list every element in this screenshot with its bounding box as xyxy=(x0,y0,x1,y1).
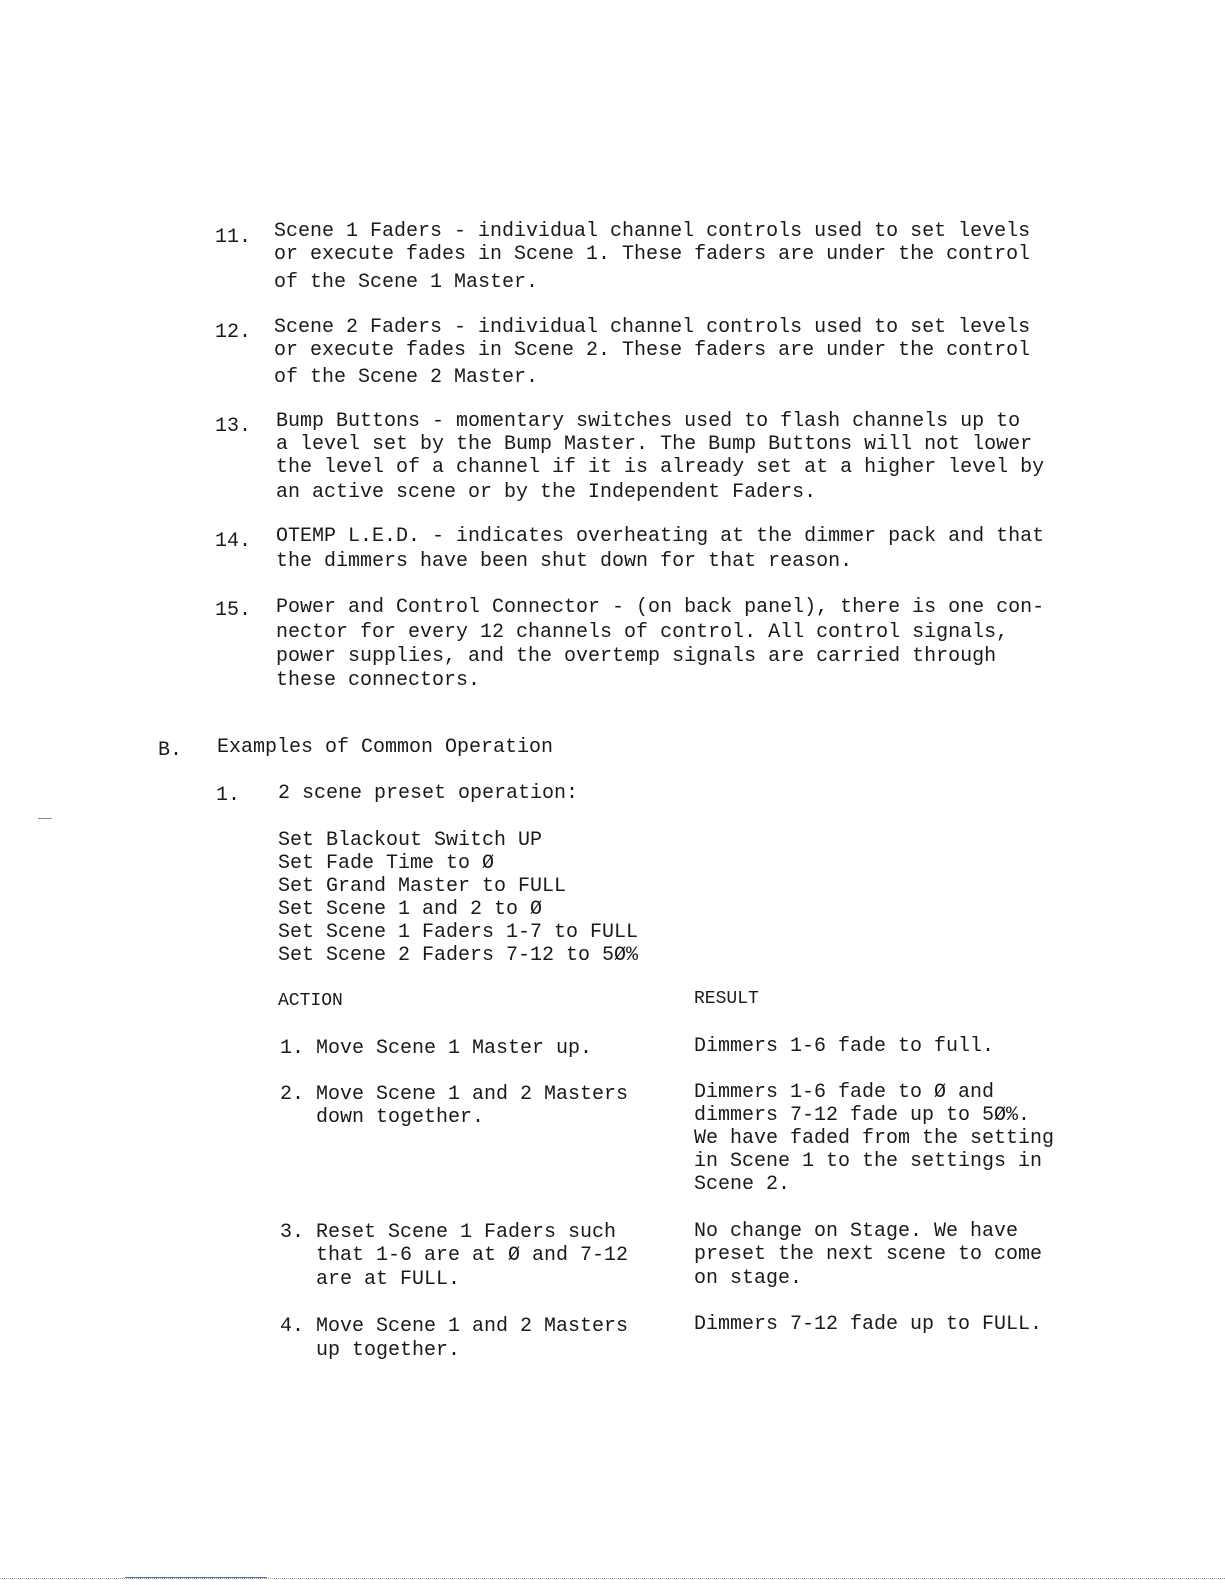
setup-line: Set Grand Master to FULL xyxy=(278,875,567,898)
section-letter: B. xyxy=(158,739,183,762)
item-line: of the Scene 1 Master. xyxy=(274,271,539,294)
item-line: the level of a channel if it is already set at a higher level by xyxy=(276,456,1045,479)
item-number: 15. xyxy=(215,599,252,622)
item-line: a level set by the Bump Master. The Bump Buttons will not lower xyxy=(276,433,1033,456)
setup-line: Set Blackout Switch UP xyxy=(278,829,543,852)
result-line: dimmers 7-12 fade up to 5Ø%. xyxy=(694,1104,1031,1127)
item-line: Power and Control Connector - (on back panel), there is one con- xyxy=(276,596,1045,619)
setup-line: Set Scene 1 and 2 to Ø xyxy=(278,898,543,921)
item-number: 11. xyxy=(215,226,252,249)
item-line: nector for every 12 channels of control. All control signals, xyxy=(276,621,1009,644)
item-line: an active scene or by the Independent Faders. xyxy=(276,481,817,504)
result-line: Dimmers 1-6 fade to Ø and xyxy=(694,1081,995,1104)
action-line: 3. Reset Scene 1 Faders such xyxy=(280,1221,617,1244)
action-header: ACTION xyxy=(278,991,343,1011)
item-number: 14. xyxy=(215,530,252,553)
item-line: power supplies, and the overtemp signals are carried through xyxy=(276,645,997,668)
setup-line: Set Scene 2 Faders 7-12 to 5Ø% xyxy=(278,944,639,967)
action-line: up together. xyxy=(280,1339,461,1362)
result-line: in Scene 1 to the settings in xyxy=(694,1150,1043,1173)
action-line: 1. Move Scene 1 Master up. xyxy=(280,1037,593,1060)
item-number: 13. xyxy=(215,415,252,438)
item-line: or execute fades in Scene 2. These faders are under the control xyxy=(274,339,1031,362)
setup-line: Set Scene 1 Faders 1-7 to FULL xyxy=(278,921,639,944)
item-line: Scene 2 Faders - individual channel controls used to set levels xyxy=(274,316,1031,339)
item-line: Scene 1 Faders - individual channel controls used to set levels xyxy=(274,220,1031,243)
result-line: on stage. xyxy=(694,1267,803,1290)
item-line: or execute fades in Scene 1. These faders are under the control xyxy=(274,243,1031,266)
action-line: down together. xyxy=(280,1106,485,1129)
margin-mark xyxy=(38,818,52,819)
setup-line: Set Fade Time to Ø xyxy=(278,852,495,875)
bottom-accent xyxy=(125,1577,267,1578)
action-line: that 1-6 are at Ø and 7-12 xyxy=(280,1244,629,1267)
action-line: are at FULL. xyxy=(280,1268,461,1291)
action-line: 4. Move Scene 1 and 2 Masters xyxy=(280,1315,629,1338)
item-line: OTEMP L.E.D. - indicates overheating at the dimmer pack and that xyxy=(276,525,1045,548)
item-line: these connectors. xyxy=(276,669,481,692)
result-line: Dimmers 7-12 fade up to FULL. xyxy=(694,1313,1043,1336)
item-line: of the Scene 2 Master. xyxy=(274,366,539,389)
bottom-rule xyxy=(0,1578,1225,1579)
item-line: Bump Buttons - momentary switches used to flash channels up to xyxy=(276,410,1021,433)
result-line: Scene 2. xyxy=(694,1173,791,1196)
result-line: We have faded from the setting xyxy=(694,1127,1055,1150)
example-title: 2 scene preset operation: xyxy=(278,782,579,805)
section-title: Examples of Common Operation xyxy=(217,736,554,759)
item-number: 12. xyxy=(215,321,252,344)
action-line: 2. Move Scene 1 and 2 Masters xyxy=(280,1083,629,1106)
result-line: No change on Stage. We have xyxy=(694,1220,1019,1243)
example-number: 1. xyxy=(216,784,241,807)
result-line: Dimmers 1-6 fade to full. xyxy=(694,1035,995,1058)
item-line: the dimmers have been shut down for that reason. xyxy=(276,550,853,573)
result-header: RESULT xyxy=(694,989,759,1009)
result-line: preset the next scene to come xyxy=(694,1243,1043,1266)
